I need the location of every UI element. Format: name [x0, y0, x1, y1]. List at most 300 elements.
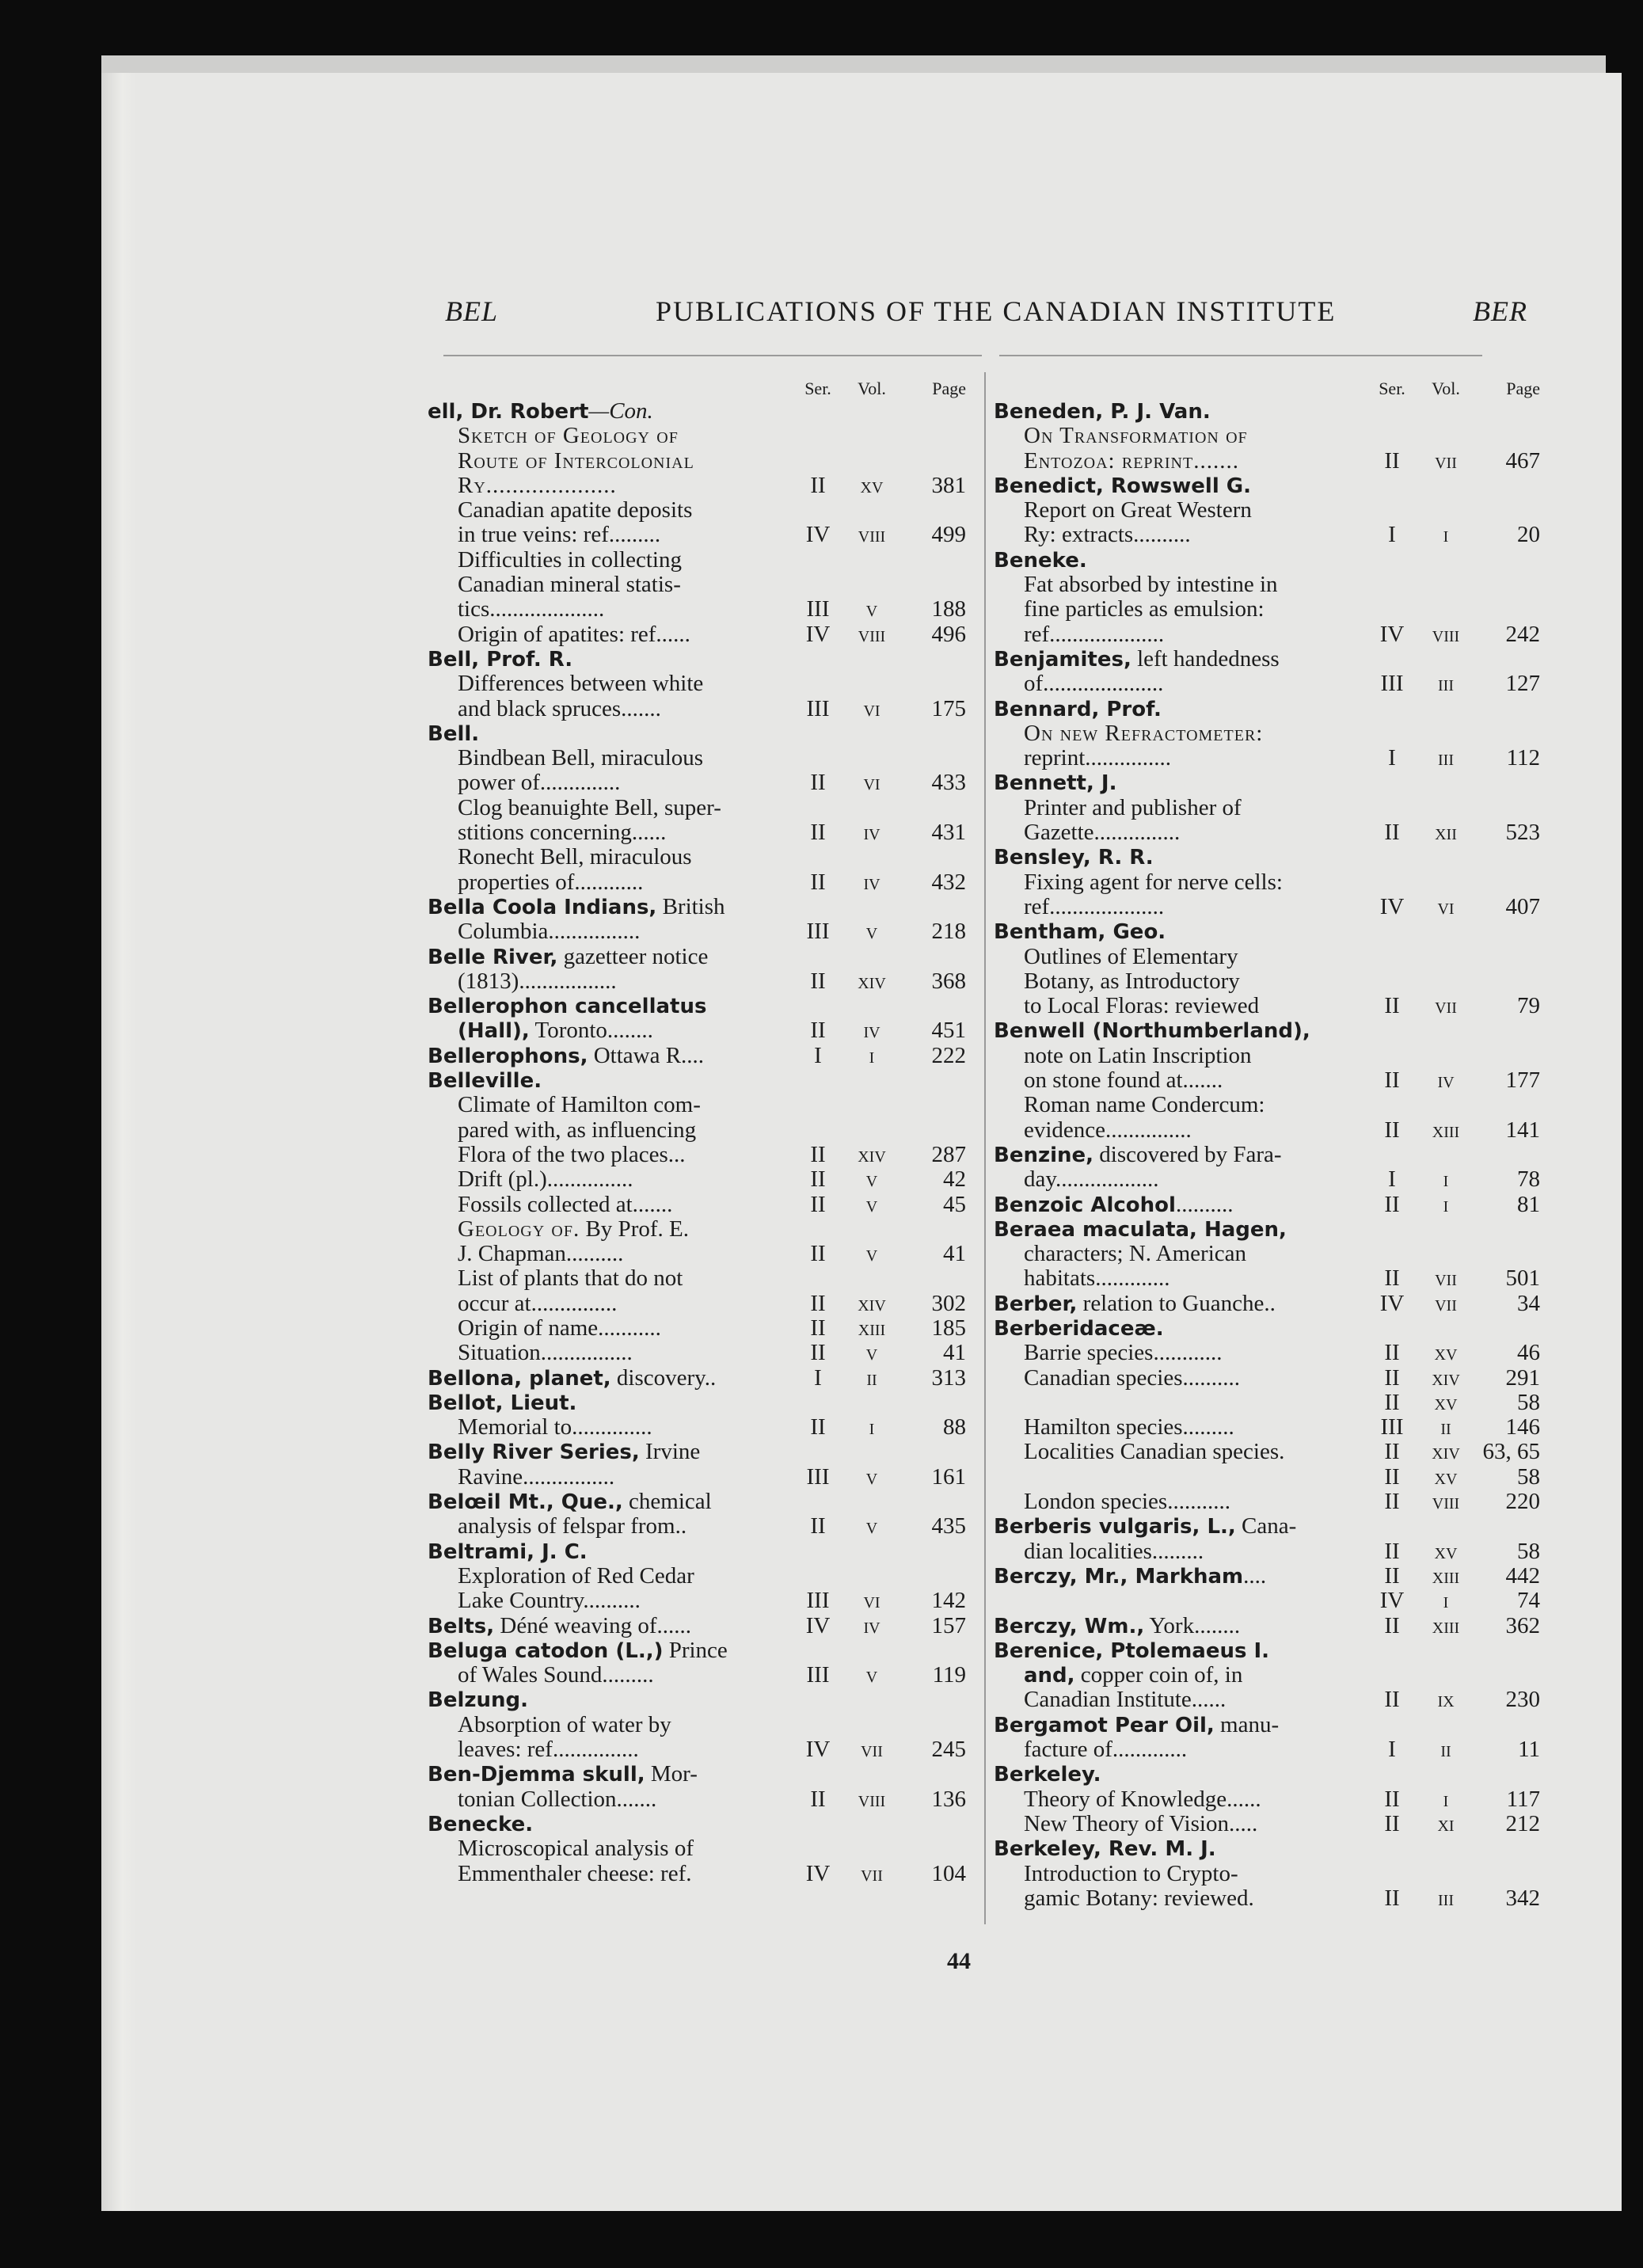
index-heading	[994, 647, 1540, 672]
index-heading	[994, 919, 1540, 944]
index-heading	[428, 399, 966, 424]
page-ref: 442	[1505, 1562, 1540, 1589]
entry-heading-text: Bennard, Prof.	[994, 697, 1162, 721]
volume-ref: vi	[1437, 893, 1455, 919]
volume-ref: vii	[1435, 1265, 1457, 1292]
volume-ref: ix	[1437, 1687, 1455, 1713]
entry-continuation: Déné weaving of......	[494, 1613, 691, 1638]
index-line	[994, 523, 1540, 547]
entry-heading-text: Beraea maculata, Hagen,	[994, 1217, 1287, 1242]
entry-subtext: characters; N. American	[1024, 1242, 1246, 1267]
series-ref: II	[1384, 1885, 1400, 1911]
series-ref: II	[810, 1315, 826, 1341]
index-line	[428, 1836, 966, 1861]
entry-heading-text: Beltrami, J. C.	[428, 1539, 588, 1564]
volume-ref: v	[865, 596, 878, 622]
index-line	[428, 845, 966, 870]
entry-heading-text: Berkeley, Rev. M. J.	[994, 1837, 1216, 1862]
page-number: 44	[947, 1948, 971, 1974]
entry-subtext: Flora of the two places...	[458, 1142, 686, 1167]
entry-subtext: Ry: extracts..........	[1024, 523, 1191, 548]
volume-ref: iv	[863, 820, 880, 846]
entry-heading-text: and,	[1024, 1664, 1075, 1688]
entry-subtext: in true veins: ref.........	[458, 523, 661, 548]
index-heading	[994, 1143, 1540, 1167]
page-ref: 58	[1517, 1538, 1540, 1564]
page-ref: 142	[931, 1588, 966, 1614]
page-ref: 58	[1517, 1463, 1540, 1490]
series-ref: II	[1384, 1538, 1400, 1564]
entry-subtext: Introduction to Crypto-	[1024, 1861, 1238, 1886]
entry-heading-text: Bellot, Lieut.	[428, 1391, 577, 1415]
entry-text	[994, 945, 1369, 969]
volume-ref: v	[865, 1513, 878, 1539]
entry-text	[994, 1564, 1369, 1589]
entry-text	[428, 1366, 795, 1391]
index-heading	[994, 1193, 1540, 1217]
entry-text	[994, 1217, 1369, 1242]
volume-ref: xii	[1435, 820, 1457, 846]
index-line	[428, 672, 966, 696]
volume-ref: vii	[861, 1860, 883, 1886]
entry-heading-text: Berberis vulgaris, L.,	[994, 1515, 1236, 1539]
entry-heading-text: Beneke.	[994, 548, 1087, 573]
entry-text	[994, 820, 1369, 845]
entry-heading-text: Bella Coola Indians,	[428, 895, 657, 919]
index-line	[994, 1688, 1540, 1712]
volume-ref: xv	[1434, 1340, 1458, 1366]
entry-text	[428, 573, 795, 597]
index-line	[994, 1787, 1540, 1812]
page-ref: 41	[943, 1340, 966, 1366]
index-line	[428, 1018, 966, 1043]
volume-ref: xiv	[1432, 1439, 1460, 1465]
page-ref: 112	[1506, 745, 1540, 771]
entry-continuation: Cana-	[1235, 1514, 1297, 1539]
entry-subtext: Lake Country..........	[458, 1589, 641, 1614]
series-ref: II	[810, 1241, 826, 1267]
index-heading	[994, 1713, 1540, 1737]
page-ref: 117	[1506, 1786, 1540, 1812]
index-line	[428, 474, 966, 498]
entry-continuation: —Con.	[588, 399, 653, 424]
page-ref: 381	[931, 472, 966, 498]
page-ref: 523	[1505, 820, 1540, 846]
page-ref: 79	[1517, 993, 1540, 1019]
series-ref: II	[810, 1191, 826, 1217]
ser-header: Ser.	[1379, 379, 1405, 398]
page-ref: 46	[1517, 1340, 1540, 1366]
entry-subtext: Ravine................	[458, 1464, 615, 1490]
page-header: Page	[932, 379, 966, 398]
entry-heading-text: Berkeley.	[994, 1763, 1101, 1787]
series-ref: II	[1384, 820, 1400, 846]
page-ref: 136	[931, 1786, 966, 1812]
page-ref: 222	[931, 1042, 966, 1068]
series-ref: II	[1384, 1364, 1400, 1391]
page-ref: 451	[931, 1018, 966, 1044]
entry-text	[994, 969, 1369, 994]
entry-subtext: Absorption of water by	[458, 1712, 671, 1737]
entry-text	[994, 1440, 1369, 1464]
series-ref: II	[1384, 1389, 1400, 1415]
index-line	[428, 1118, 966, 1143]
volume-ref: i	[1443, 1786, 1449, 1812]
index-line	[994, 820, 1540, 845]
index-line	[994, 1886, 1540, 1911]
page-ref: 20	[1517, 522, 1540, 548]
index-heading	[994, 1762, 1540, 1787]
index-line	[428, 820, 966, 845]
page-ref: 342	[1505, 1885, 1540, 1911]
entry-text	[994, 771, 1369, 796]
volume-ref: xv	[1434, 1389, 1458, 1415]
entry-continuation: discovery..	[610, 1365, 717, 1391]
entry-text	[994, 870, 1369, 895]
index-heading	[428, 1366, 966, 1391]
index-line	[994, 994, 1540, 1018]
entry-subtext: fine particles as emulsion:	[1024, 597, 1265, 622]
left-column	[428, 379, 966, 1886]
volume-ref: iv	[863, 869, 880, 895]
index-heading	[994, 1614, 1540, 1638]
entry-text	[428, 1068, 795, 1094]
page-ref: 42	[943, 1166, 966, 1193]
index-line	[428, 919, 966, 944]
entry-heading-text: Benzine,	[994, 1143, 1094, 1167]
entry-continuation: Irvine	[639, 1440, 701, 1465]
entry-heading-text: Beluga catodon (L.,)	[428, 1638, 664, 1663]
index-line	[994, 622, 1540, 647]
index-line	[428, 1093, 966, 1117]
page-ref: 11	[1518, 1737, 1540, 1763]
volume-ref: xiv	[858, 968, 886, 994]
index-line	[994, 1068, 1540, 1093]
entry-heading-text: Bennett, J.	[994, 771, 1117, 796]
entry-subtext: Memorial to..............	[458, 1415, 652, 1440]
entry-subtext: J. Chapman..........	[458, 1242, 624, 1267]
entry-subtext: Canadian species..........	[1024, 1365, 1241, 1391]
entry-subtext: Localities Canadian species.	[1024, 1440, 1285, 1465]
index-heading	[428, 1688, 966, 1712]
entry-text	[994, 1762, 1369, 1787]
entry-text	[428, 945, 795, 970]
volume-ref: v	[865, 1662, 878, 1688]
page-ref: 291	[1505, 1364, 1540, 1391]
page-ref: 467	[1505, 447, 1540, 474]
series-ref: III	[1380, 1414, 1404, 1440]
entry-subtext: New Theory of Vision.....	[1024, 1811, 1258, 1836]
entry-text	[428, 622, 795, 647]
entry-text	[428, 1737, 795, 1762]
page-ref: 188	[931, 596, 966, 622]
series-ref: IV	[805, 1860, 831, 1886]
index-line	[994, 1812, 1540, 1836]
entry-subtext: note on Latin Inscription	[1024, 1043, 1252, 1068]
entry-text	[428, 449, 795, 474]
series-ref: II	[810, 1786, 826, 1812]
volume-ref: xiii	[1432, 1117, 1460, 1143]
page-left-edge	[101, 73, 136, 2211]
index-line	[428, 449, 966, 474]
entry-text	[994, 1663, 1369, 1688]
page-ref: 81	[1517, 1191, 1540, 1217]
index-heading	[428, 1068, 966, 1093]
entry-text	[994, 622, 1369, 647]
index-line	[994, 597, 1540, 622]
index-line	[994, 1589, 1540, 1613]
page-ref: 230	[1505, 1687, 1540, 1713]
page-ref: 287	[931, 1141, 966, 1167]
series-ref: IV	[1379, 1588, 1405, 1614]
index-heading	[428, 1044, 966, 1068]
page-ref: 161	[931, 1463, 966, 1490]
entry-text	[428, 1812, 795, 1837]
entry-heading-text: Ben-Djemma skull,	[428, 1763, 645, 1787]
entry-subtext: occur at...............	[458, 1291, 618, 1316]
entry-text	[428, 1539, 795, 1565]
index-heading	[428, 1762, 966, 1787]
entry-subtext: of Wales Sound.........	[458, 1663, 654, 1688]
page-ref: 127	[1505, 671, 1540, 697]
entry-heading-text: Belœil Mt., Que.,	[428, 1490, 623, 1515]
series-ref: II	[1384, 993, 1400, 1019]
entry-text	[994, 1539, 1369, 1564]
entry-text	[428, 820, 795, 845]
entry-text	[428, 498, 795, 523]
entry-continuation: Ottawa R....	[588, 1043, 705, 1068]
index-line	[428, 548, 966, 573]
index-heading	[994, 771, 1540, 795]
volume-ref: iii	[1438, 671, 1454, 697]
index-line	[994, 870, 1540, 895]
entry-text	[428, 1266, 795, 1291]
series-ref: III	[806, 1662, 830, 1688]
entry-text	[994, 474, 1369, 499]
vol-header: Vol.	[858, 379, 886, 398]
index-heading	[428, 721, 966, 746]
entry-subtext: Sketch of Geology of	[458, 424, 679, 449]
page-ref: 407	[1505, 893, 1540, 919]
entry-text	[428, 1341, 795, 1365]
entry-heading-text: Berber,	[994, 1292, 1078, 1316]
entry-subtext: On new Refractometer:	[1024, 721, 1264, 746]
index-heading	[994, 1018, 1540, 1043]
entry-heading-text: Belle River,	[428, 945, 558, 969]
index-heading	[994, 1836, 1540, 1861]
index-line	[994, 721, 1540, 746]
series-ref: III	[806, 695, 830, 721]
volume-ref: i	[1443, 1588, 1449, 1614]
entry-text	[994, 845, 1369, 870]
page-ref: 362	[1505, 1612, 1540, 1638]
index-line	[994, 1266, 1540, 1291]
series-ref: II	[1384, 1562, 1400, 1589]
index-line	[994, 1391, 1540, 1415]
index-line	[428, 1514, 966, 1539]
volume-ref: viii	[858, 621, 886, 647]
index-line	[428, 1143, 966, 1167]
entry-subtext: Theory of Knowledge......	[1024, 1787, 1261, 1812]
series-ref: I	[1388, 745, 1396, 771]
vol-header: Vol.	[1432, 379, 1460, 398]
entry-text	[994, 1737, 1369, 1762]
entry-text	[994, 1713, 1369, 1738]
series-ref: II	[1384, 1191, 1400, 1217]
series-ref: II	[810, 770, 826, 796]
entry-text	[428, 399, 795, 424]
entry-text	[994, 523, 1369, 547]
index-line	[428, 573, 966, 597]
volume-ref: v	[865, 1166, 878, 1193]
entry-text	[994, 597, 1369, 622]
volume-ref: xv	[860, 472, 884, 498]
entry-text	[428, 1018, 795, 1044]
index-line	[428, 870, 966, 895]
entry-text	[428, 1093, 795, 1117]
entry-text	[428, 1440, 795, 1465]
index-heading	[428, 647, 966, 672]
volume-ref: i	[1443, 522, 1449, 548]
series-ref: III	[806, 919, 830, 945]
entry-subtext: leaves: ref...............	[458, 1737, 639, 1763]
entry-text	[428, 746, 795, 771]
entry-subtext: Fixing agent for nerve cells:	[1024, 870, 1283, 895]
entry-heading-text: Belleville.	[428, 1069, 542, 1094]
entry-continuation: ....	[1243, 1563, 1267, 1589]
entry-text	[994, 1836, 1369, 1862]
volume-ref: xiii	[1432, 1612, 1460, 1638]
entry-subtext: ref....................	[1024, 894, 1165, 919]
index-line	[994, 449, 1540, 474]
entry-text	[994, 1167, 1369, 1192]
entry-text	[994, 399, 1369, 424]
entry-subtext: Difficulties in collecting	[458, 547, 682, 573]
entry-text	[428, 1663, 795, 1688]
volume-ref: xi	[1437, 1810, 1455, 1836]
index-line	[428, 597, 966, 622]
volume-ref: v	[865, 1340, 878, 1366]
page-ref: 499	[931, 522, 966, 548]
index-line	[994, 895, 1540, 919]
series-ref: II	[1384, 1117, 1400, 1143]
right-column	[994, 379, 1540, 1911]
entry-heading-text: Benedict, Rowswell G.	[994, 474, 1252, 498]
index-line	[428, 1862, 966, 1886]
page-ref: 58	[1517, 1389, 1540, 1415]
left-column-header	[428, 379, 966, 396]
entry-text	[994, 449, 1369, 474]
entry-text	[428, 1514, 795, 1539]
index-line	[428, 1713, 966, 1737]
entry-subtext: Exploration of Red Cedar	[458, 1563, 694, 1589]
entry-text	[428, 1193, 795, 1217]
series-ref: IV	[805, 1612, 831, 1638]
volume-ref: xiii	[858, 1315, 886, 1341]
entry-subtext: tonian Collection.......	[458, 1787, 657, 1812]
entry-subtext: Botany, as Introductory	[1024, 968, 1240, 994]
entry-subtext: dian localities.........	[1024, 1539, 1204, 1564]
entry-text	[428, 1044, 795, 1069]
page-ref: 218	[931, 919, 966, 945]
page-ref: 501	[1505, 1265, 1540, 1292]
volume-ref: i	[1443, 1191, 1449, 1217]
page-ref: 141	[1505, 1117, 1540, 1143]
entry-subtext: Fat absorbed by intestine in	[1024, 573, 1278, 598]
page-ref: 433	[931, 770, 966, 796]
entry-heading-text: Bergamot Pear Oil,	[994, 1713, 1215, 1737]
entry-text	[428, 771, 795, 795]
entry-text	[428, 597, 795, 622]
index-line	[428, 1787, 966, 1812]
index-heading	[428, 1539, 966, 1564]
entry-text	[994, 1514, 1369, 1539]
series-ref: II	[1384, 1489, 1400, 1515]
entry-subtext: Report on Great Western	[1024, 498, 1252, 523]
volume-ref: ii	[1440, 1414, 1451, 1440]
entry-text	[428, 1292, 795, 1316]
page-ref: 302	[931, 1290, 966, 1316]
entry-text	[994, 1341, 1369, 1365]
entry-text	[428, 1143, 795, 1167]
page-ref: 431	[931, 820, 966, 846]
volume-ref: vii	[1435, 1290, 1457, 1316]
series-ref: IV	[1379, 893, 1405, 919]
index-line	[994, 1465, 1540, 1490]
entry-subtext: evidence...............	[1024, 1117, 1192, 1143]
series-ref: II	[1384, 1265, 1400, 1292]
entry-subtext: Columbia................	[458, 919, 641, 945]
series-ref: II	[810, 1166, 826, 1193]
entry-text	[428, 1490, 795, 1515]
page-ref: 104	[931, 1860, 966, 1886]
entry-continuation: York........	[1144, 1613, 1241, 1638]
entry-heading-text: Belzung.	[428, 1688, 529, 1713]
series-ref: I	[814, 1364, 822, 1391]
series-ref: II	[810, 968, 826, 994]
volume-ref: xiii	[1432, 1562, 1460, 1589]
page-ref: 220	[1505, 1489, 1540, 1515]
entry-text	[994, 1812, 1369, 1836]
index-heading	[994, 1217, 1540, 1242]
index-line	[428, 1663, 966, 1688]
entry-text	[428, 474, 795, 498]
series-ref: IV	[805, 621, 831, 647]
index-line	[428, 1266, 966, 1291]
running-head-title: PUBLICATIONS OF THE CANADIAN INSTITUTE	[656, 295, 1337, 327]
series-ref: II	[1384, 1067, 1400, 1094]
entry-text	[994, 895, 1369, 919]
index-line	[428, 1415, 966, 1440]
entry-heading-text: Berczy, Wm.,	[994, 1614, 1145, 1638]
series-ref: II	[1384, 1786, 1400, 1812]
page-ref: 368	[931, 968, 966, 994]
index-heading	[994, 474, 1540, 498]
index-heading	[994, 1292, 1540, 1316]
index-line	[428, 796, 966, 820]
volume-ref: ii	[866, 1364, 877, 1391]
index-heading	[428, 895, 966, 919]
series-ref: IV	[805, 1737, 831, 1763]
entry-text	[428, 1638, 795, 1664]
entry-text	[428, 1316, 795, 1341]
page-ref: 45	[943, 1191, 966, 1217]
index-line	[994, 1118, 1540, 1143]
entry-subtext: Clog beanuighte Bell, super-	[458, 795, 721, 820]
entry-text	[994, 498, 1369, 523]
entry-text	[994, 548, 1369, 573]
entry-continuation: Prince	[663, 1638, 728, 1663]
